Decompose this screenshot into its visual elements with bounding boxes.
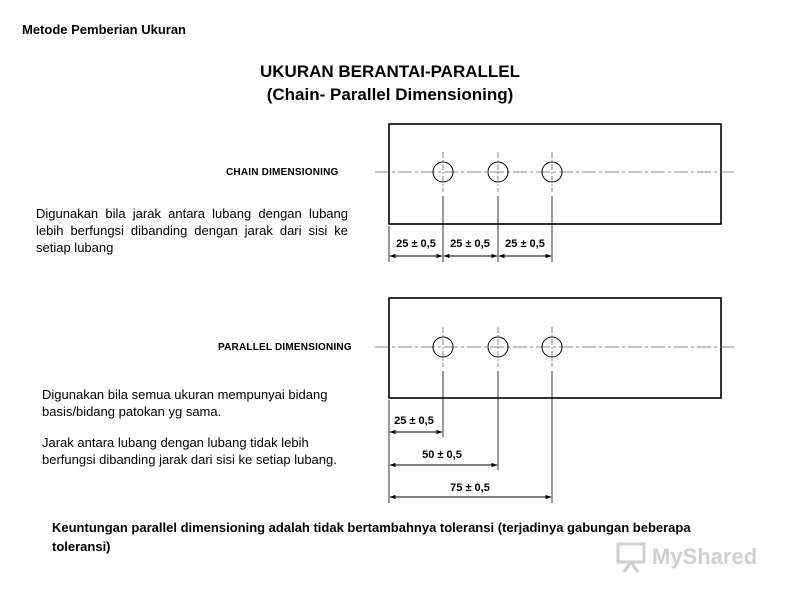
chain-plate [389,124,721,224]
chain-dim-label: 25 ± 0,5 [450,238,490,250]
presentation-board-icon [612,536,652,576]
watermark [612,536,782,576]
chain-dim-label: 25 ± 0,5 [396,238,436,250]
parallel-dim-label: 50 ± 0,5 [422,449,462,461]
watermark-brand: MyShared [652,544,758,569]
parallel-plate [389,298,721,398]
chain-dim-label: 25 ± 0,5 [505,238,545,250]
parallel-dim-label: 75 ± 0,5 [450,482,490,494]
parallel-description-1: Digunakan bila semua ukuran mempunyai bidang basis/bidang patokan yg sama. [42,387,328,419]
chain-description: Digunakan bila jarak antara lubang dengan lubang lebih berfungsi dibanding dengan jarak dari sisi ke setiap lubang [36,206,348,255]
chain-extension-lines [389,196,552,262]
footer-note: Keuntungan parallel dimensioning adalah tidak bertambahnya toleransi (terjadinya gabungan beberapa toleransi) [52,520,691,554]
main-title-line2: (Chain- Parallel Dimensioning) [266,85,514,104]
parallel-description-2: Jarak antara lubang dengan lubang tidak lebih berfungsi dibanding jarak dari sisi ke setiap lubang. [42,435,337,467]
main-title-line1: UKURAN BERANTAI-PARALLEL [259,62,520,81]
chain-dimensioning-label: CHAIN DIMENSIONING [226,167,339,178]
parallel-dimensioning-label: PARALLEL DIMENSIONING [218,342,352,353]
page-header: Metode Pemberian Ukuran [22,22,186,37]
parallel-dim-label: 25 ± 0,5 [394,415,434,427]
